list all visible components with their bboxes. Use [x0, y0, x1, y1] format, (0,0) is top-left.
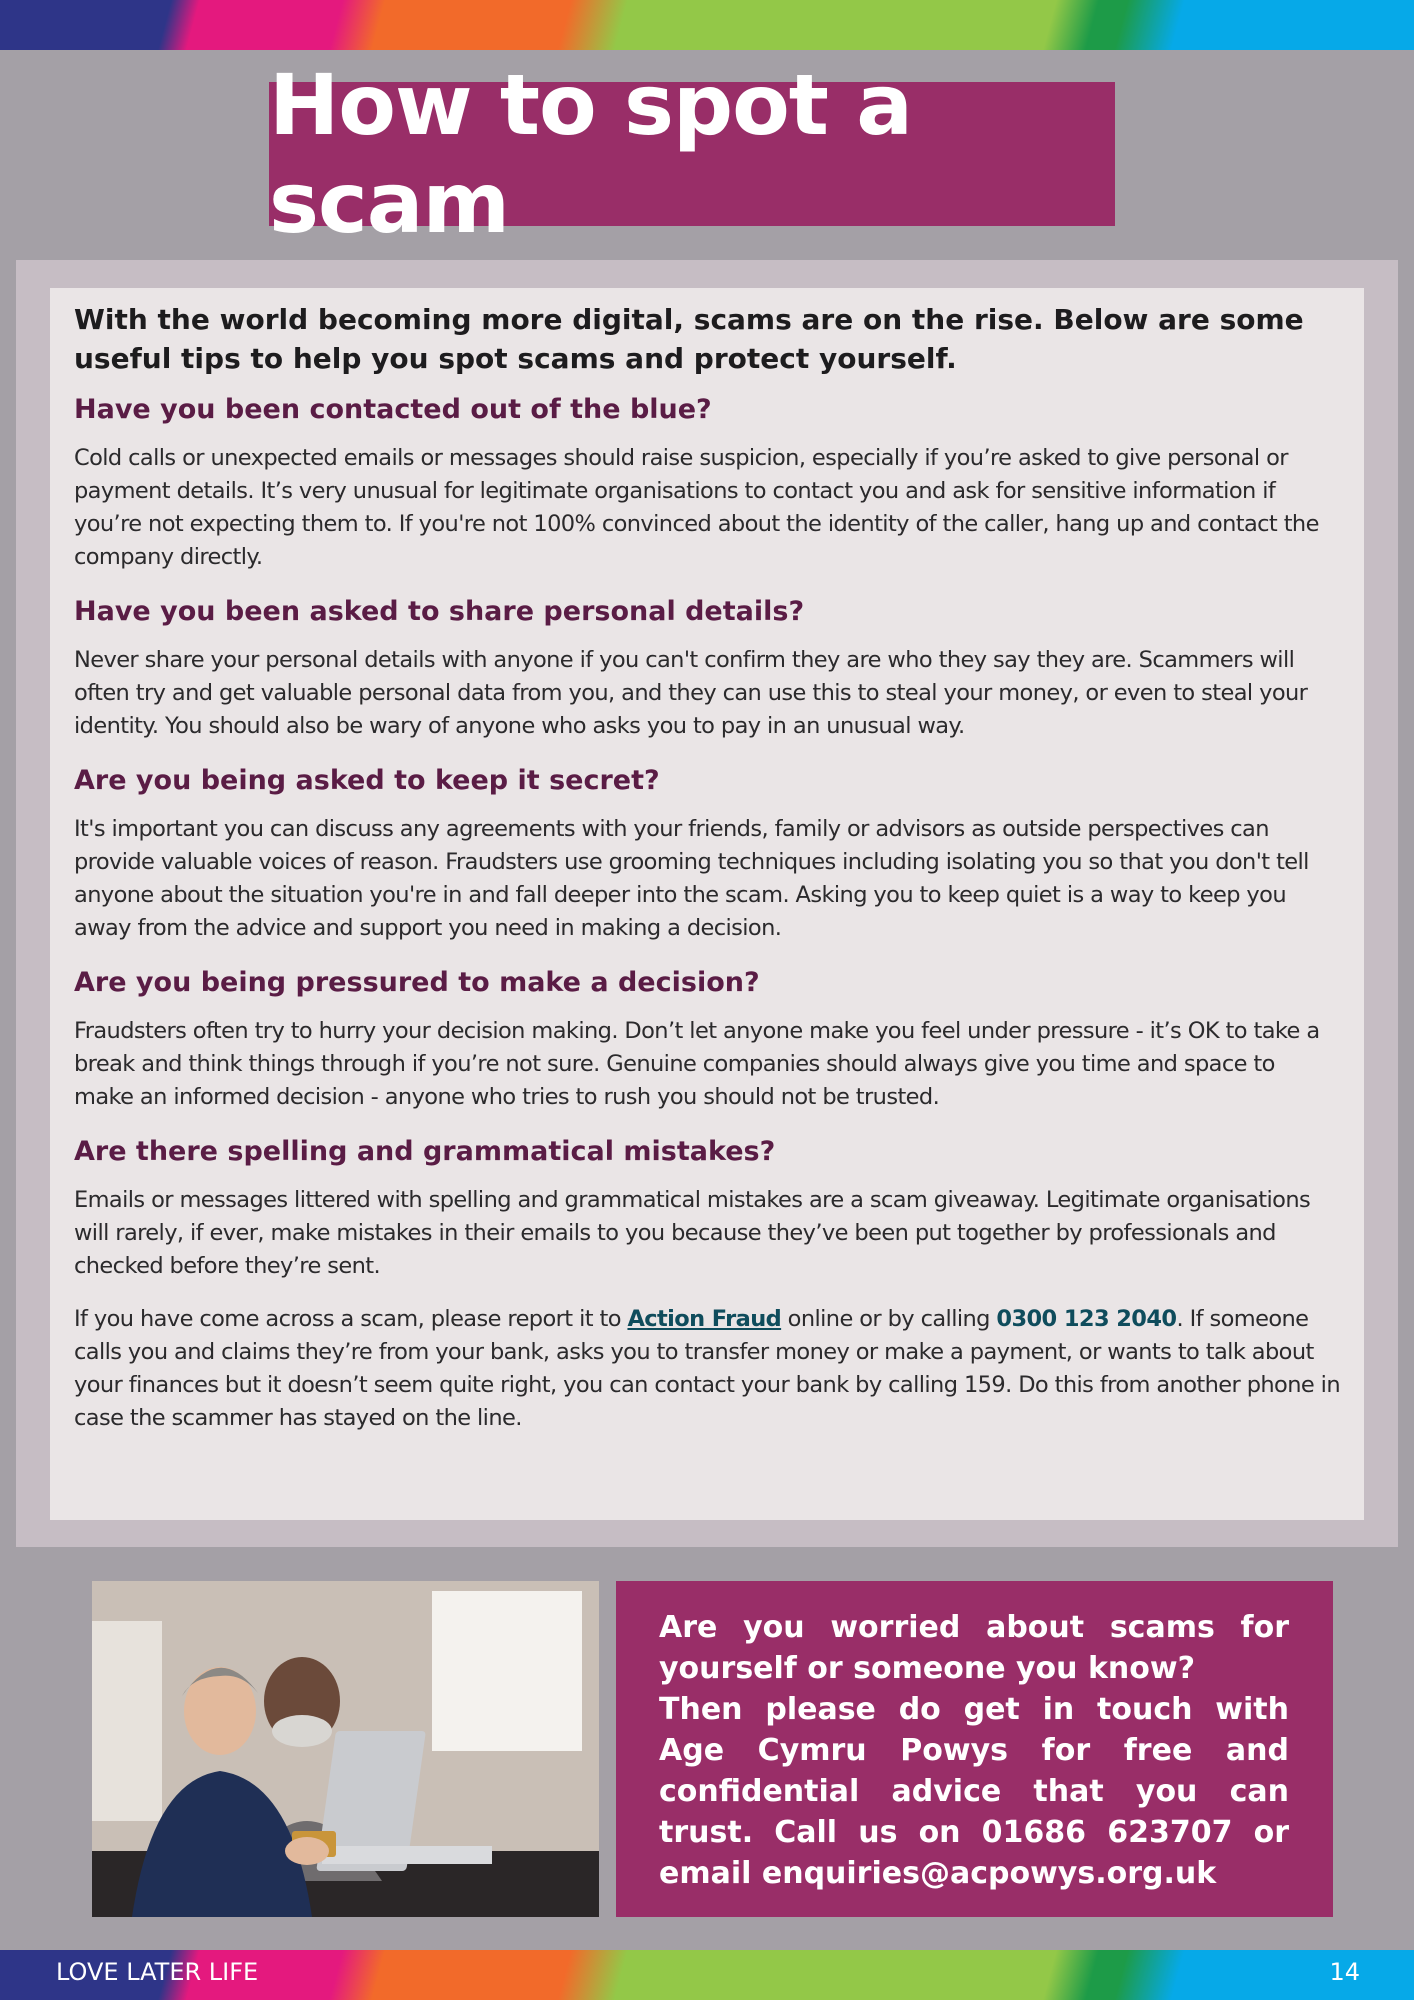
section-body: Never share your personal details with anyone if you can't confirm they are who they say they are. Scammers will often try and get valuable personal data from you, and they can use this to steal your money, or even to steal your identity. You should also be wary of anyone who asks you to pay in an unusual way. [74, 647, 1308, 739]
section-body: Emails or messages littered with spelling and grammatical mistakes are a scam giveaway. Legitimate organisations will rarely, if ever, make mistakes in their emails to you because they’ve been put together by professionals and checked before they’re sent. [74, 1187, 1311, 1279]
section-body: It's important you can discuss any agreements with your friends, family or advisors as outside perspectives can provide valuable voices of reason. Fraudsters use grooming techniques including isolating you so that you don't tell anyone about the situation you're in and fall deeper into the scam. Asking you to keep quiet is a way to keep you away from the advice and support you need in making a decision. [74, 816, 1309, 941]
section-body: Cold calls or unexpected emails or messages should raise suspicion, especially if you’re asked to give personal or payment details. It’s very unusual for legitimate organisations to contact you and ask for sensitive information if you’re not expecting them to. If you're not 100% convinced about the identity of the caller, hang up and contact the company directly. [74, 445, 1319, 570]
report-text-middle: online or by calling [781, 1306, 997, 1332]
contact-callout [616, 1581, 1333, 1917]
couple-illustration [92, 1581, 599, 1917]
section-body: Fraudsters often try to hurry your decision making. Don’t let anyone make you feel under pressure - it’s OK to take a break and think things through if you’re not sure. Genuine companies should always give you time and space to make an informed decision - anyone who tries to rush you should not be trusted. [74, 1018, 1320, 1110]
intro-text: With the world becoming more digital, scams are on the rise. Below are some useful tips to help you spot scams and protect yourself. [74, 303, 1304, 375]
footer-title: LOVE LATER LIFE [56, 1958, 259, 1986]
section-heading: Are you being asked to keep it secret? [74, 765, 660, 796]
page-number: 14 [1329, 1958, 1360, 1986]
report-text-start: If you have come across a scam, please report it to [74, 1306, 628, 1332]
action-fraud-phone: 0300 123 2040 [996, 1306, 1177, 1332]
couple-photo [92, 1581, 599, 1917]
report-text-end: . If someone calls you and claims they’re from your bank, asks you to transfer money or make a payment, or wants to talk about your finances but it doesn’t seem quite right, you can contact your bank by calling 159. Do this from another phone in case the scammer has stayed on the line. [74, 1306, 1340, 1431]
section-heading: Are there spelling and grammatical mistakes? [74, 1136, 776, 1167]
page-title: How to spot a scam [269, 56, 912, 252]
callout-question: Are you worried about scams for yourself or someone you know? [659, 1610, 1289, 1686]
tips-panel [50, 288, 1364, 1520]
section-heading: Have you been contacted out of the blue? [74, 394, 712, 425]
report-paragraph [74, 1303, 1340, 1435]
section-heading: Have you been asked to share personal details? [74, 596, 805, 627]
top-color-stripe [0, 0, 1414, 50]
action-fraud-link[interactable]: Action Fraud [627, 1306, 782, 1332]
section-heading: Are you being pressured to make a decision? [74, 967, 760, 998]
title-banner [269, 56, 1115, 252]
callout-details: Then please do get in touch with Age Cymru Powys for free and confidential advice that you can trust. Call us on 01686 623707 or email enquiries@acpowys.org.uk [659, 1692, 1289, 1891]
